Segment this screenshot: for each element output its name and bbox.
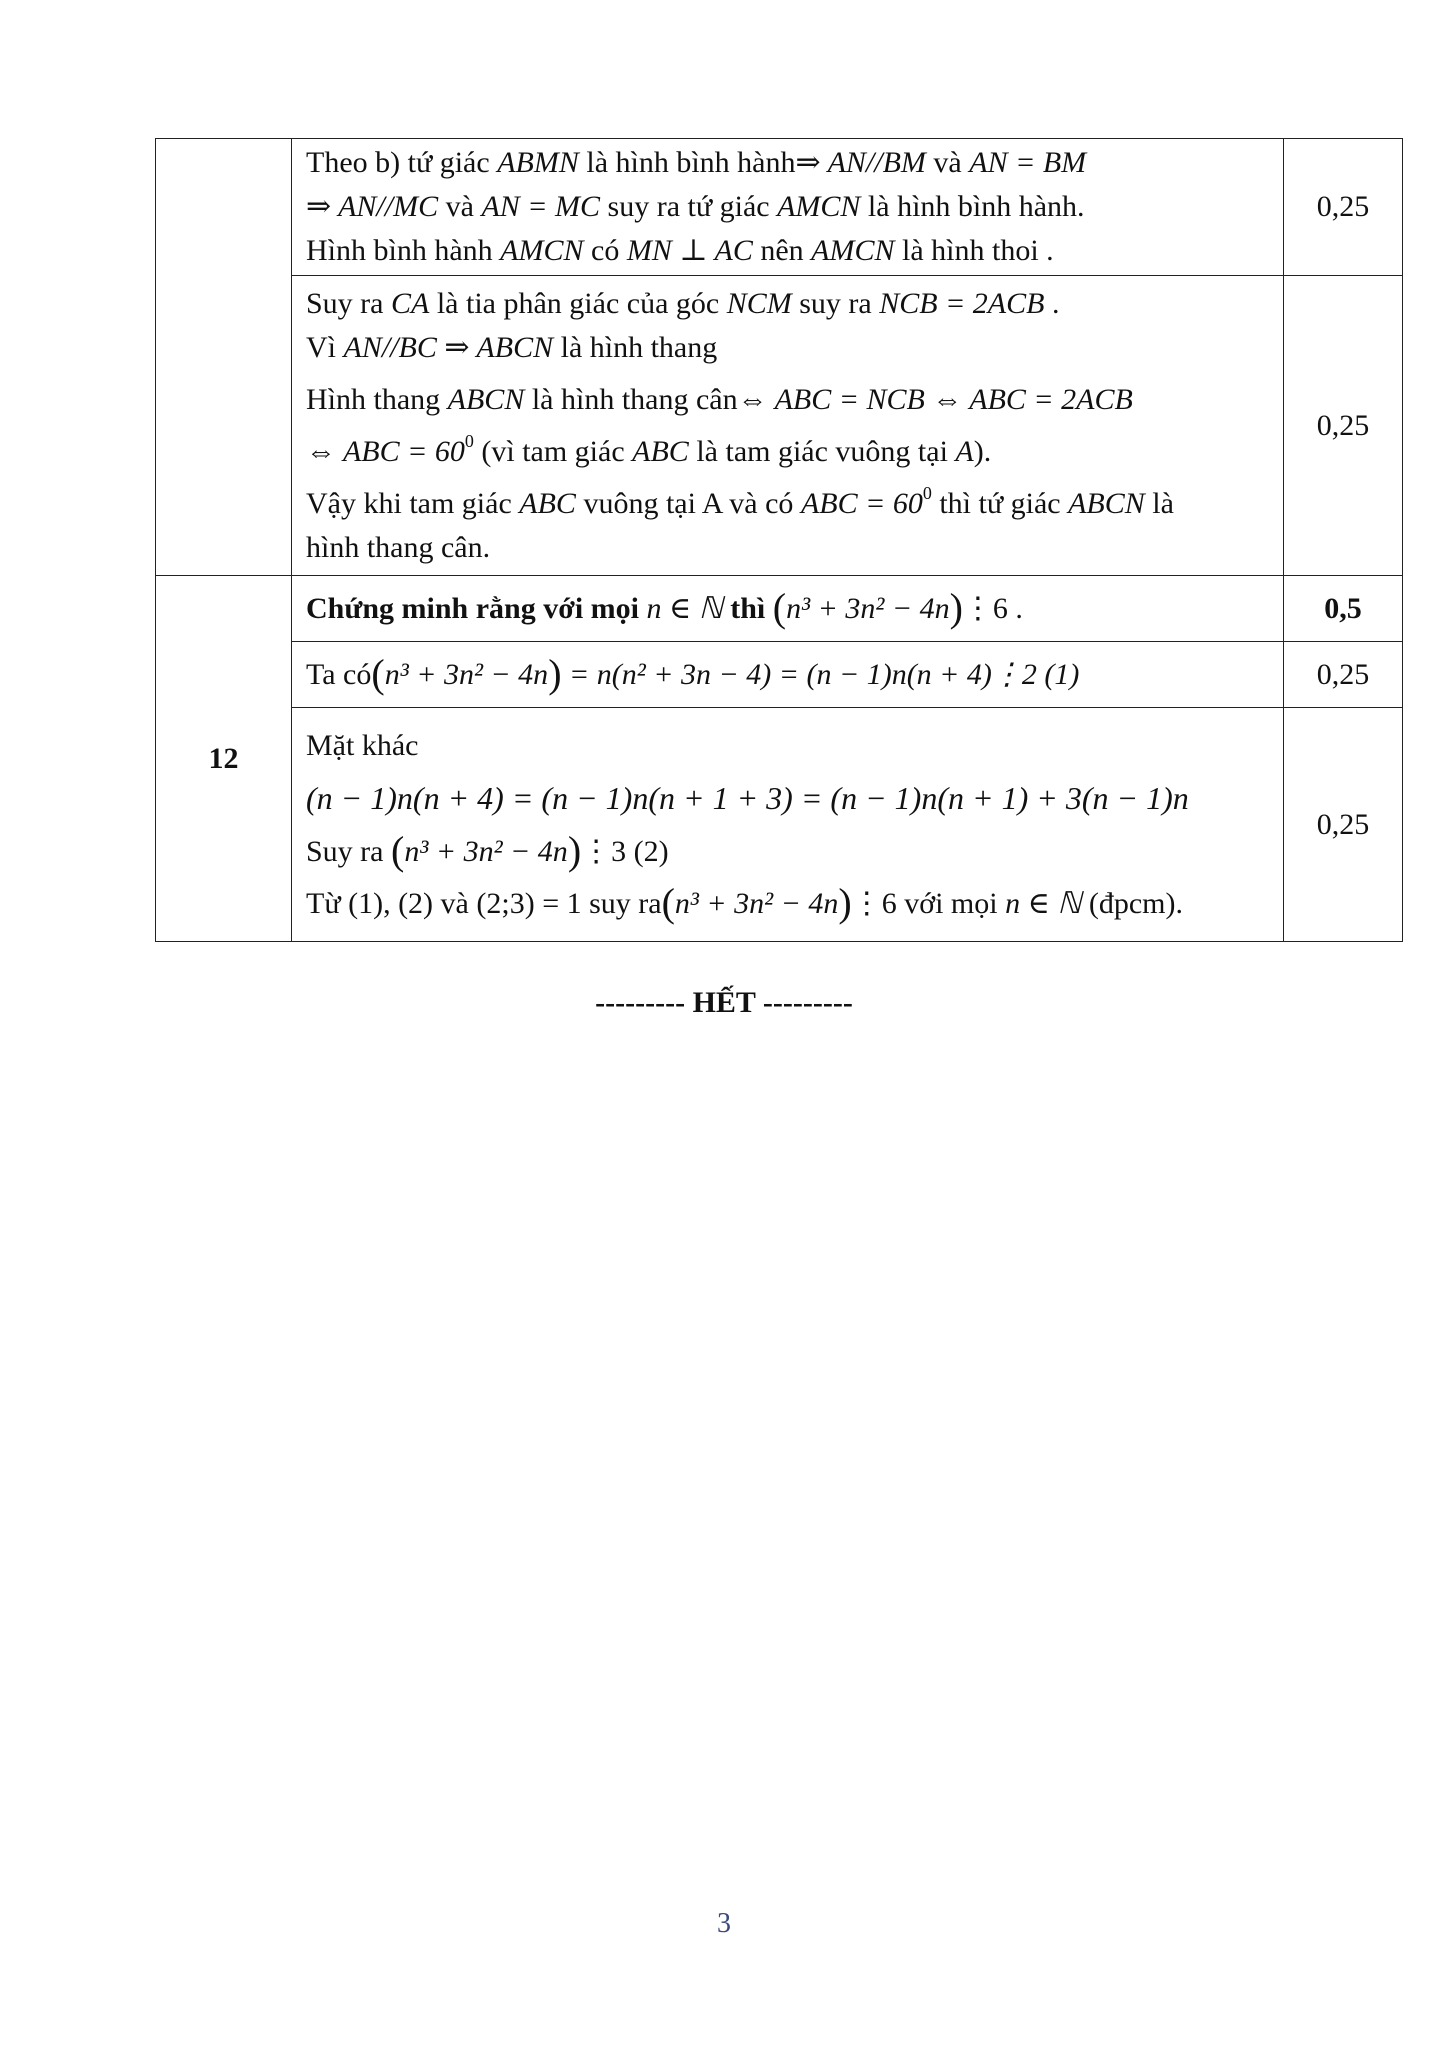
paren: ) — [838, 879, 852, 925]
answer-line — [306, 185, 1269, 229]
math: AMCN — [777, 190, 861, 223]
math: ⇒ AN//MC — [306, 190, 439, 223]
text: có — [583, 234, 627, 267]
math: ABC — [632, 434, 689, 468]
math: ⇔ ABC = NCB ⇔ ABC = 2ACB — [737, 382, 1133, 416]
question-number-cell — [156, 139, 292, 576]
paren: ( — [391, 827, 405, 873]
score-cell: 0,25 — [1284, 642, 1403, 708]
math: ABC — [519, 486, 576, 520]
math: AMCN — [811, 234, 895, 267]
answer-line — [306, 482, 1269, 526]
math: AN = MC — [481, 190, 601, 223]
table-row — [156, 708, 1403, 942]
answer-line — [306, 776, 1269, 822]
superscript: 0 — [922, 482, 932, 503]
text: là hình bình hành. — [860, 190, 1085, 223]
superscript: 0 — [464, 430, 474, 451]
question-number-cell: 12 — [156, 576, 292, 942]
score-cell: 0,25 — [1284, 139, 1403, 276]
math: AMCN — [500, 234, 584, 267]
text: . — [1044, 286, 1060, 320]
answer-line: Mặt khác — [306, 728, 419, 762]
math: CA — [391, 286, 430, 320]
math: NCM — [726, 286, 792, 320]
text: Ta có — [306, 657, 372, 691]
math: ⋮3 (2) — [581, 834, 669, 868]
text: suy ra — [791, 286, 880, 320]
answer-line — [306, 827, 1269, 874]
math: ⋮6 . — [962, 591, 1023, 625]
text: Theo b) tứ giác — [306, 146, 498, 179]
math: (n − 1)n(n + 4) = (n − 1)n(n + 1 + 3) = (n − 1)n(n + 1) + 3(n − 1)n — [306, 779, 1189, 816]
answer-line — [306, 650, 1269, 697]
paren: ( — [772, 584, 787, 630]
text: (vì tam giác — [473, 434, 633, 468]
math: n ∈ ℕ — [646, 591, 723, 625]
answer-line — [306, 430, 1269, 474]
table-row — [156, 576, 1403, 642]
text: Vì — [306, 330, 344, 364]
paren: ( — [661, 879, 675, 925]
table-row — [156, 276, 1403, 576]
math: A — [955, 434, 974, 468]
text: Suy ra — [306, 834, 391, 868]
text: Suy ra — [306, 286, 391, 320]
answer-line — [306, 229, 1269, 273]
answer-line — [306, 141, 1269, 185]
text: vuông tại A và có — [575, 486, 801, 520]
math: n ∈ ℕ — [1005, 886, 1082, 920]
text: suy ra tứ giác — [600, 190, 778, 223]
score-cell: 0,5 — [1284, 576, 1403, 642]
text: là hình thoi . — [894, 234, 1054, 267]
text: và — [438, 190, 482, 223]
table-row — [156, 642, 1403, 708]
answer-line — [306, 378, 1269, 422]
math: (2;3) = 1 — [476, 886, 582, 920]
table-row — [156, 139, 1403, 276]
text: ⋮6 với mọi — [851, 886, 1006, 920]
question-statement-cell — [292, 576, 1284, 642]
text: thì — [722, 591, 773, 625]
text: Chứng minh rằng với mọi — [306, 591, 647, 625]
paren: ( — [371, 650, 385, 696]
math: ⇔ ABC = 60 — [306, 434, 465, 468]
math: = n(n² + 3n − 4) = (n − 1)n(n + 4)⋮2 (1) — [561, 657, 1080, 691]
text: thì tứ giác — [931, 486, 1069, 520]
text: Hình thang — [306, 382, 448, 416]
math: AN//BC ⇒ ABCN — [343, 330, 554, 364]
math: AN = BM — [969, 146, 1087, 179]
text: là — [1144, 486, 1174, 520]
question-statement — [306, 584, 1269, 631]
text: (đpcm). — [1081, 886, 1183, 920]
math: n³ + 3n² − 4n — [674, 886, 839, 920]
answer-line — [306, 282, 1269, 326]
paren: ) — [548, 650, 562, 696]
score-cell: 0,25 — [1284, 708, 1403, 942]
answer-line — [306, 326, 1269, 370]
text: là tia phân giác của góc — [429, 286, 727, 320]
answer-line: hình thang cân. — [306, 530, 491, 564]
text: là hình thang cân — [524, 382, 738, 416]
text: là tam giác vuông tại — [688, 434, 956, 468]
math: n³ + 3n² − 4n — [384, 657, 549, 691]
text: và — [925, 146, 970, 179]
text: nên — [752, 234, 812, 267]
math: MN ⊥ AC — [626, 234, 753, 267]
text: suy ra — [581, 886, 662, 920]
page-number: 3 — [717, 1908, 731, 1939]
text: ). — [973, 434, 992, 468]
text: là hình bình hành — [578, 146, 796, 179]
score-cell: 0,25 — [1284, 276, 1403, 576]
math: n³ + 3n² − 4n — [786, 591, 950, 625]
math: ABCN — [1068, 486, 1145, 520]
math: n³ + 3n² − 4n — [404, 834, 568, 868]
answer-table — [155, 138, 1403, 942]
answer-cell — [292, 139, 1284, 276]
paren: ) — [949, 584, 963, 630]
answer-cell — [292, 708, 1284, 942]
answer-cell — [292, 276, 1284, 576]
text: Từ (1), (2) và — [306, 886, 477, 920]
answer-cell — [292, 642, 1284, 708]
paren: ) — [567, 827, 582, 873]
math: ABC = 60 — [800, 486, 923, 520]
math: ABCN — [447, 382, 525, 416]
end-marker: --------- HẾT --------- — [595, 986, 853, 1019]
answer-line — [306, 879, 1269, 926]
text: Vậy khi tam giác — [306, 486, 520, 520]
math: NCB = 2ACB — [879, 286, 1045, 320]
math: ⇒ AN//BM — [795, 146, 926, 179]
text: là hình thang — [553, 330, 718, 364]
text: Hình bình hành — [306, 234, 501, 267]
math: ABMN — [497, 146, 579, 179]
